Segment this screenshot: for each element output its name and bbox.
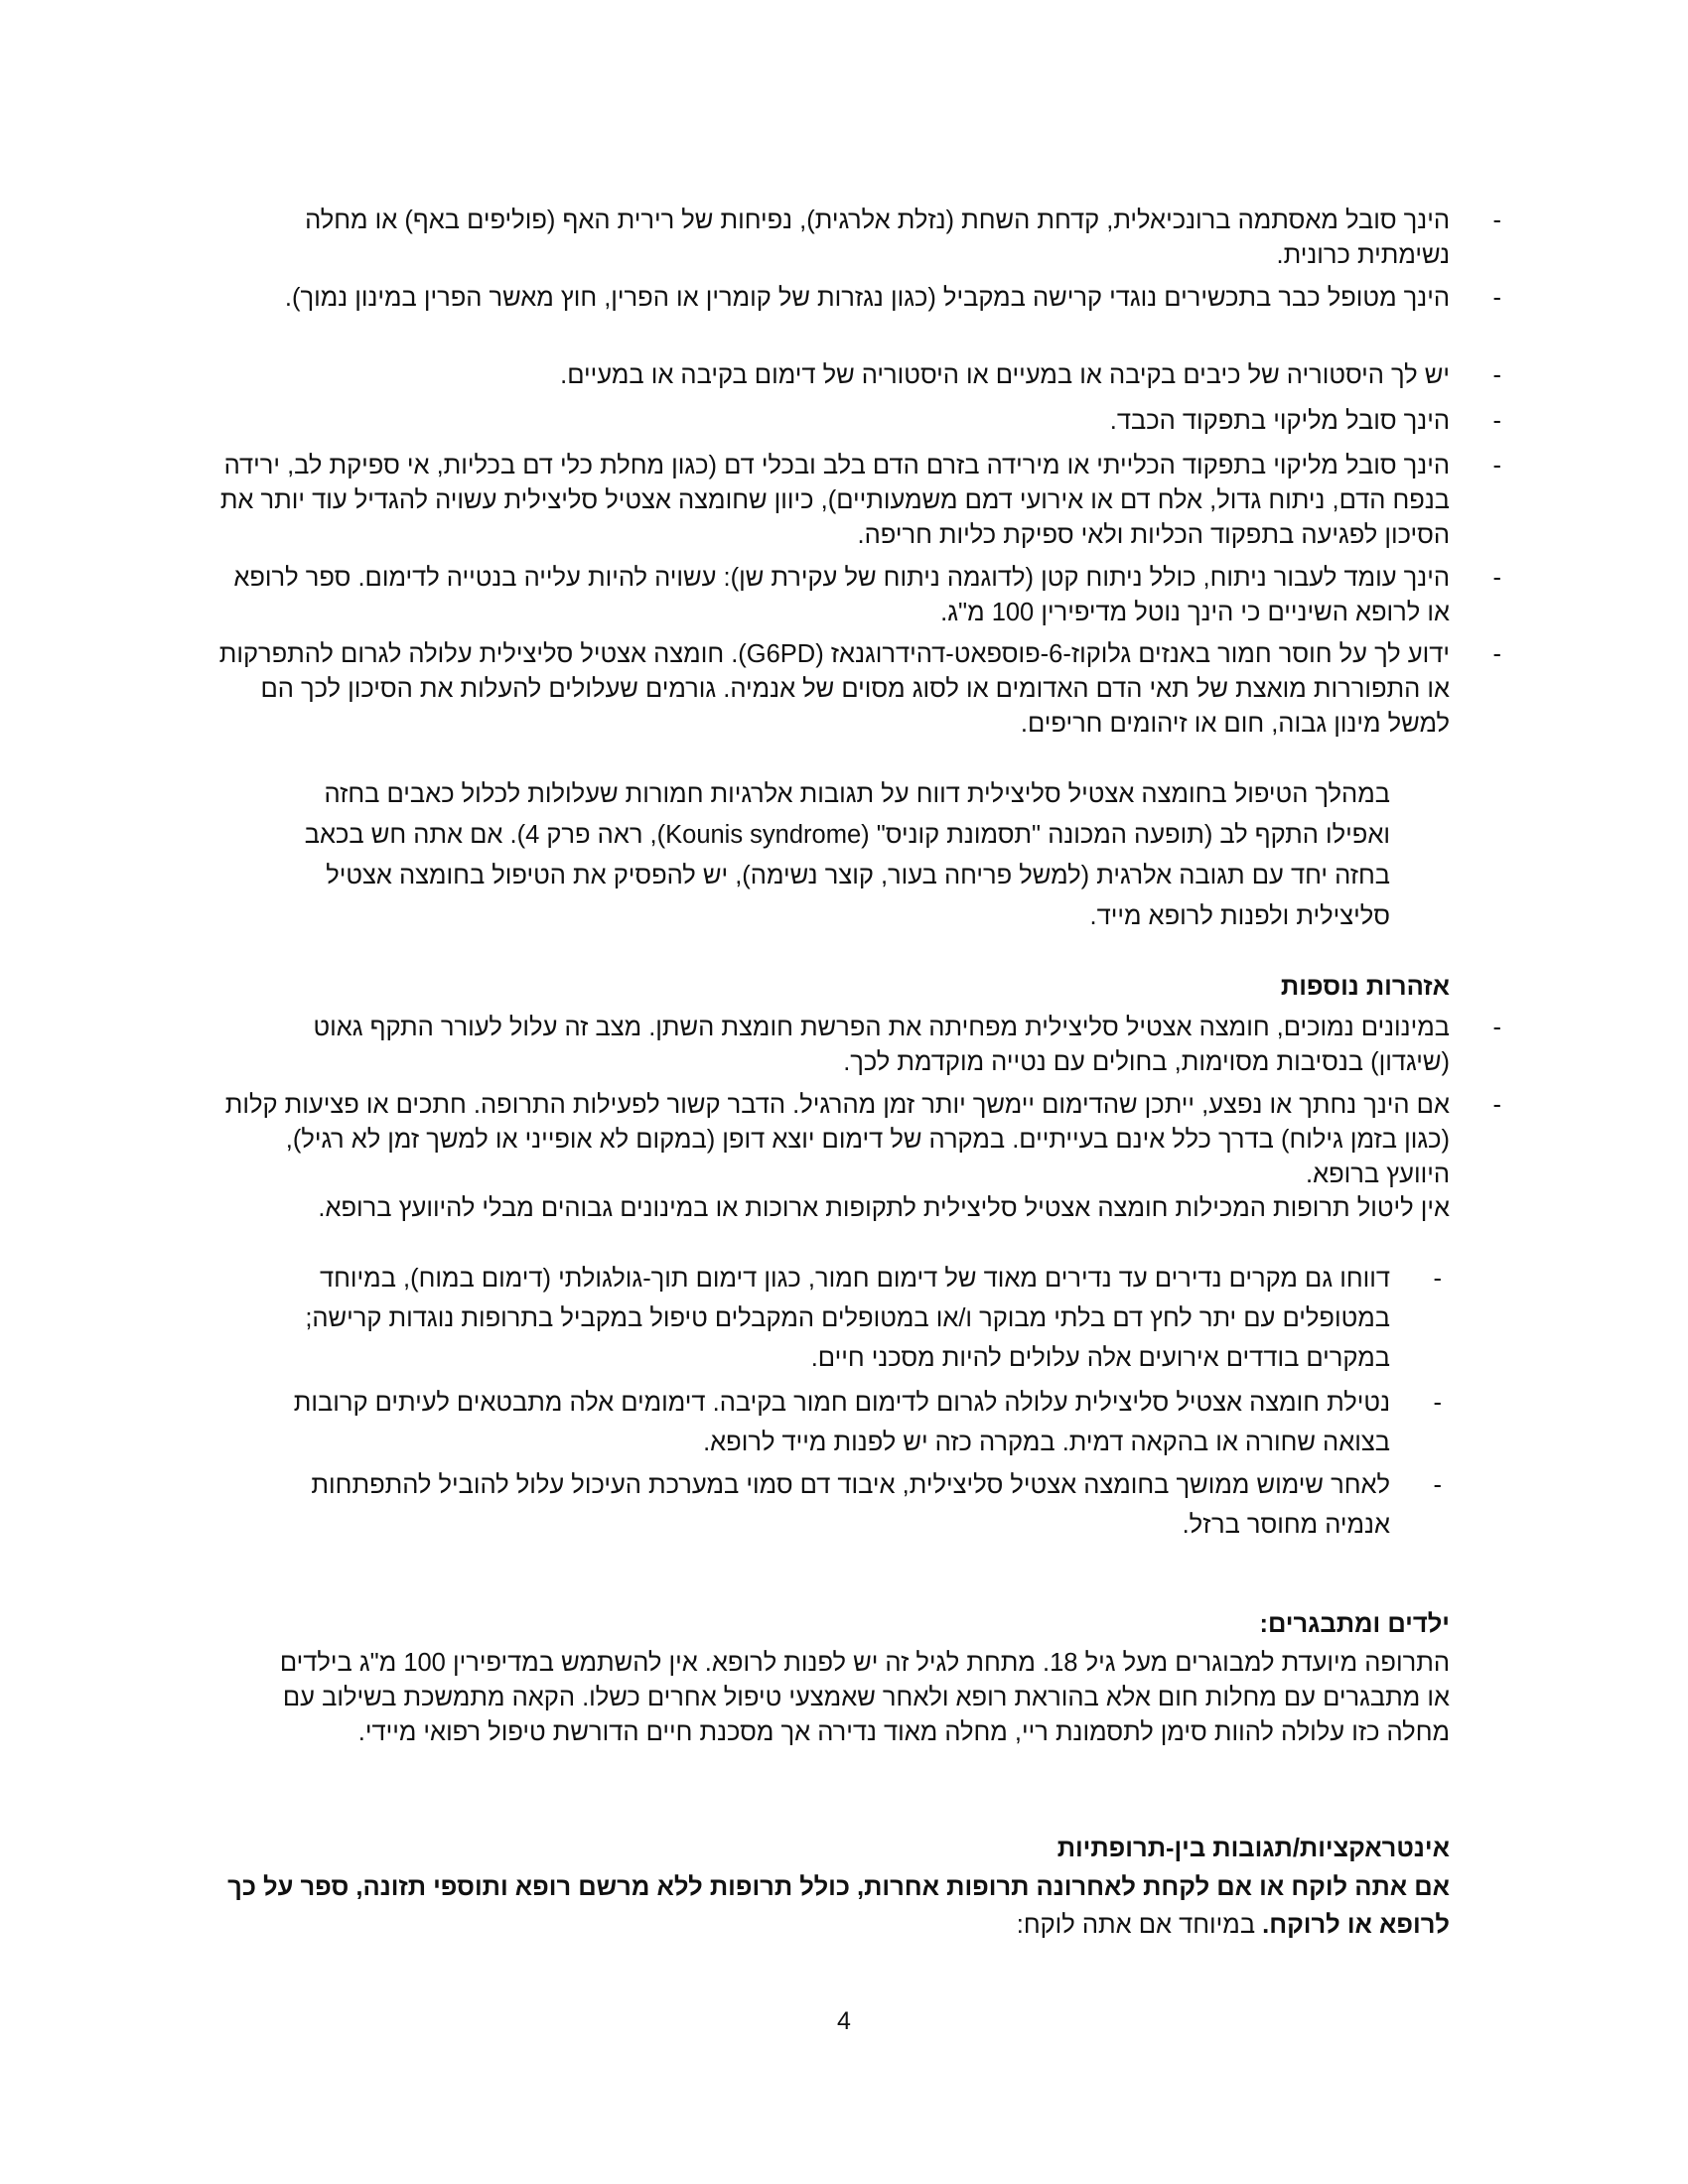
list-dash: - [1433,1265,1442,1293]
list-dash: - [1433,1389,1442,1417]
no-self-treat-text: אין ליטול תרופות המכילות חומצה אצטיל סליצילית לתקופות ארוכות או במינונים גבוהים מבלי להיוועץ ברופא. [318,1194,1450,1222]
interactions-heading: אינטראקציות/תגובות בין-תרופתיות [1056,1835,1450,1862]
list-item [218,561,1501,630]
warnings-list-2 [0,1259,1688,1557]
list-item [218,637,1501,742]
list-dash: - [1433,1471,1442,1499]
list-item [278,1383,1442,1462]
warnings-list [0,1011,1688,1189]
list-item [278,1465,1442,1545]
bullet-list-top [0,204,1688,759]
list-dash: - [1492,1091,1501,1119]
list-item-text: הינך סובל מליקוי בתפקוד הכבד. [1109,407,1450,435]
list-dash: - [1492,361,1501,389]
list-dash: - [1492,452,1501,479]
list-item-text: הינך סובל מאסתמה ברונכיאלית, קדחת השחת (נזלת אלרגית), נפיחות של רירית האף (פוליפים באף) או מחלה נשימתית כרונית. [305,206,1450,269]
list-item [238,358,1501,393]
list-item [218,204,1501,273]
list-item-text: נטילת חומצה אצטיל סליצילית עלולה לגרום לדימום חמור בקיבה. דימומים אלה מתבטאים לעיתים קרובות בצואה שחורה או בהקאה דמית. במקרה כזה יש לפנות מייד לרופא. [293,1389,1390,1456]
list-item [238,404,1501,439]
list-item-text: ידוע לך על חוסר חמור באנזים גלוקוז-6-פוספאט-דהידרוגנאז (G6PD). חומצה אצטיל סליצילית עלולה לגרום להתפרקות או התפוררות מואצת של תאי הדם האדומים או לסוג מסוים של אנמיה. גורמים שעלולים להעלות את הסיכון לכך הם למשל מינון גבוה, חום או זיהומים חריפים. [218,640,1450,738]
list-item-text: הינך עומד לעבור ניתוח, כולל ניתוח קטן (לדוגמה ניתוח של עקירת שן): עשויה להיות עלייה בנטייה לדימום. ספר לרופא או לרופא השיניים כי הינך נוטל מדיפירין 100 מ"ג. [233,564,1450,626]
list-item [258,1011,1501,1080]
interactions-text [209,1868,1450,1944]
list-item-text: במינונים נמוכים, חומצה אצטיל סליצילית מפחיתה את הפרשת חומצת השתן. מצב זה עלול לעורר התקף גאוט (שיגדון) בנסיבות מסוימות, בחולים עם נטייה מוקדמת לכך. [313,1014,1450,1076]
list-dash: - [1492,564,1501,592]
list-item [238,281,1501,316]
warnings-heading: אזהרות נוספות [1280,973,1450,1001]
list-item-text: דווחו גם מקרים נדירים עד נדירים מאוד של דימום חמור, כגון דימום תוך-גולגולתי (דימום במוח), במיוחד במטופלים עם יתר לחץ דם בלתי מבוקר ו/או במטופלים המקבלים טיפול במקביל בתרופות נוגדות קרישה; במקרים בודדים אירועים אלה עלולים להיות מסכני חיים. [305,1265,1390,1372]
children-text: התרופה מיועדת למבוגרים מעל גיל 18. מתחת לגיל זה יש לפנות לרופא. אין להשתמש במדיפירין 100 מ"ג בילדים או מתבגרים עם מחלות חום אלא בהוראת רופא ולאחר שאמצעי טיפול אחרים כשלו. הקאה מתמשכת בשילוב עם מחלה כזו עלולה להוות סימן לתסמונת ריי, מחלה מאוד נדירה אך מסכנת חיים הדורשת טיפול רפואי מיידי. [279,1649,1450,1746]
list-dash: - [1492,640,1501,668]
list-item-text: הינך סובל מליקוי בתפקוד הכלייתי או מירידה בזרם הדם בלב ובכלי דם (כגון מחלת כלי דם בכליות, אי ספיקת לב, ירידה בנפח הדם, ניתוח גדול, אלח דם או אירועי דמם משמעותיים), כיוון שחומצה אצטיל סליצילית עשויה להגדיל עוד יותר את הסיכון לפגיעה בתפקוד הכליות ולאי ספיקת כליות חריפה. [219,452,1450,549]
list-dash: - [1492,206,1501,234]
list-item-text: לאחר שימוש ממושך בחומצה אצטיל סליצילית, איבוד דם סמוי במערכת העיכול עלול להוביל להתפתחות אנמיה מחוסר ברזל. [311,1471,1390,1539]
interactions-bold-text: אם אתה לוקח או אם לקחת לאחרונה תרופות אחרות, כולל תרופות ללא מרשם רופא ותוספי תזונה, ספר על כך לרופא או לרוקח. [227,1873,1450,1939]
list-item [278,1259,1442,1378]
list-item [218,449,1501,553]
list-item-text: אם הינך נחתך או נפצע, ייתכן שהדימום יימשך יותר זמן מהרגיל. הדבר קשור לפעילות התרופה. חתכים או פציעות קלות (כגון בזמן גילוח) בדרך כלל אינם בעייתיים. במקרה של דימום יוצא דופן (במקום לא אופייני או למשך זמן לא רגיל), היוועץ ברופא. [224,1091,1450,1188]
list-dash: - [1492,284,1501,312]
list-item [218,1088,1501,1192]
interactions-normal-text: במיוחד אם אתה לוקח: [1016,1911,1256,1939]
list-item-text: הינך מטופל כבר בתכשירים נוגדי קרישה במקביל (כגון נגזרות של קומרין או הפרין, חוץ מאשר הפרין במינון נמוך). [284,284,1450,312]
kounis-paragraph: במהלך הטיפול בחומצה אצטיל סליצילית דווח על תגובות אלרגיות חמורות שעלולות לכלול כאבים בחזה ואפילו התקף לב (תופעה המכונה "תסמונת קוניס" (Kounis syndrome), ראה פרק 4). אם אתה חש בכאב בחזה יחד עם תגובה אלרגית (למשל פריחה בעור, קוצר נשימה), יש להפסיק את הטיפול בחומצה אצטיל סליצילית ולפנות לרופא מייד. [304,780,1390,930]
page-number: 4 [837,2007,851,2035]
list-dash: - [1492,407,1501,435]
list-dash: - [1492,1014,1501,1041]
children-heading: ילדים ומתבגרים: [1259,1610,1450,1638]
list-item-text: יש לך היסטוריה של כיבים בקיבה או במעיים או היסטוריה של דימום בקיבה או במעיים. [560,361,1450,389]
